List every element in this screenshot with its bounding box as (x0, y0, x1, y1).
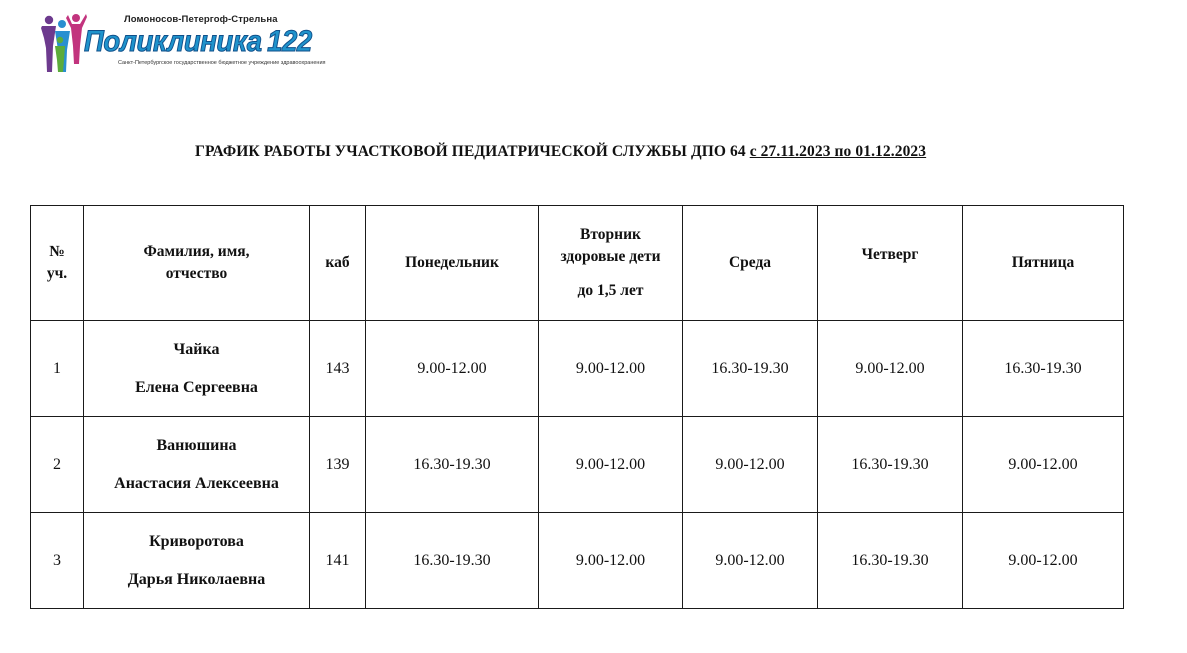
header-district-number (31, 206, 84, 321)
table-row (31, 417, 1124, 513)
header-kab: каб (325, 254, 350, 271)
header-tuesday (539, 206, 683, 321)
header-tue-note: здоровые дети (560, 248, 661, 265)
doctor-given-names: Елена Сергеевна (135, 378, 258, 396)
table-row (31, 321, 1124, 417)
header-thursday (818, 206, 963, 321)
cell-monday: 16.30-19.30 (366, 417, 539, 513)
doctor-surname: Чайка (173, 340, 220, 358)
logo-brand-number: 122 (267, 25, 312, 58)
doctor-surname: Ванюшина (156, 436, 237, 454)
page-title (195, 143, 926, 161)
cell-doctor-name (84, 417, 310, 513)
cell-wednesday: 9.00-12.00 (683, 513, 818, 609)
page-title-dates: с 27.11.2023 по 01.12.2023 (749, 143, 927, 160)
cell-cabinet: 141 (310, 513, 366, 609)
header-wed: Среда (728, 254, 772, 271)
doctor-surname: Криворотова (149, 532, 244, 550)
logo-top-line: Ломоносов-Петергоф-Стрельна (124, 14, 278, 25)
cell-thursday: 16.30-19.30 (818, 417, 963, 513)
cell-district-number: 3 (31, 513, 84, 609)
cell-monday: 16.30-19.30 (366, 513, 539, 609)
cell-tuesday: 9.00-12.00 (539, 417, 683, 513)
cell-friday: 16.30-19.30 (963, 321, 1124, 417)
page-title-main: ГРАФИК РАБОТЫ УЧАСТКОВОЙ ПЕДИАТРИЧЕСКОЙ СЛУЖБЫ ДПО 64 (195, 143, 746, 160)
header-no-line1: № (49, 243, 65, 260)
doctor-given-names: Дарья Николаевна (127, 570, 266, 588)
schedule-table (30, 205, 1124, 609)
header-wednesday (683, 206, 818, 321)
logo-sub-line: Санкт-Петербургское государственное бюджетное учреждение здравоохранения (118, 60, 326, 66)
header-thu: Четверг (861, 246, 919, 263)
header-mon: Понедельник (405, 254, 499, 271)
table-row (31, 513, 1124, 609)
header-full-name (84, 206, 310, 321)
header-name-line1: Фамилия, имя, (143, 243, 250, 260)
cell-friday: 9.00-12.00 (963, 417, 1124, 513)
cell-doctor-name (84, 321, 310, 417)
logo-brand (84, 24, 312, 60)
cell-thursday: 9.00-12.00 (818, 321, 963, 417)
cell-monday: 9.00-12.00 (366, 321, 539, 417)
logo-brand-word: Поликлиника (84, 25, 262, 58)
header-friday (963, 206, 1124, 321)
header-tue-age: до 1,5 лет (577, 282, 644, 299)
cell-doctor-name (84, 513, 310, 609)
cell-cabinet: 139 (310, 417, 366, 513)
clinic-logo (40, 12, 326, 76)
cell-district-number: 2 (31, 417, 84, 513)
table-header-row (31, 206, 1124, 321)
header-fri: Пятница (1011, 254, 1075, 271)
family-figures-icon (40, 12, 88, 74)
cell-wednesday: 9.00-12.00 (683, 417, 818, 513)
header-name-line2: отчество (165, 265, 228, 282)
header-monday (366, 206, 539, 321)
doctor-given-names: Анастасия Алексеевна (114, 474, 279, 492)
header-tue-day: Вторник (580, 226, 641, 243)
cell-tuesday: 9.00-12.00 (539, 513, 683, 609)
header-cabinet (310, 206, 366, 321)
cell-tuesday: 9.00-12.00 (539, 321, 683, 417)
header-no-line2: уч. (46, 265, 68, 282)
cell-thursday: 16.30-19.30 (818, 513, 963, 609)
cell-cabinet: 143 (310, 321, 366, 417)
cell-wednesday: 16.30-19.30 (683, 321, 818, 417)
cell-friday: 9.00-12.00 (963, 513, 1124, 609)
cell-district-number: 1 (31, 321, 84, 417)
